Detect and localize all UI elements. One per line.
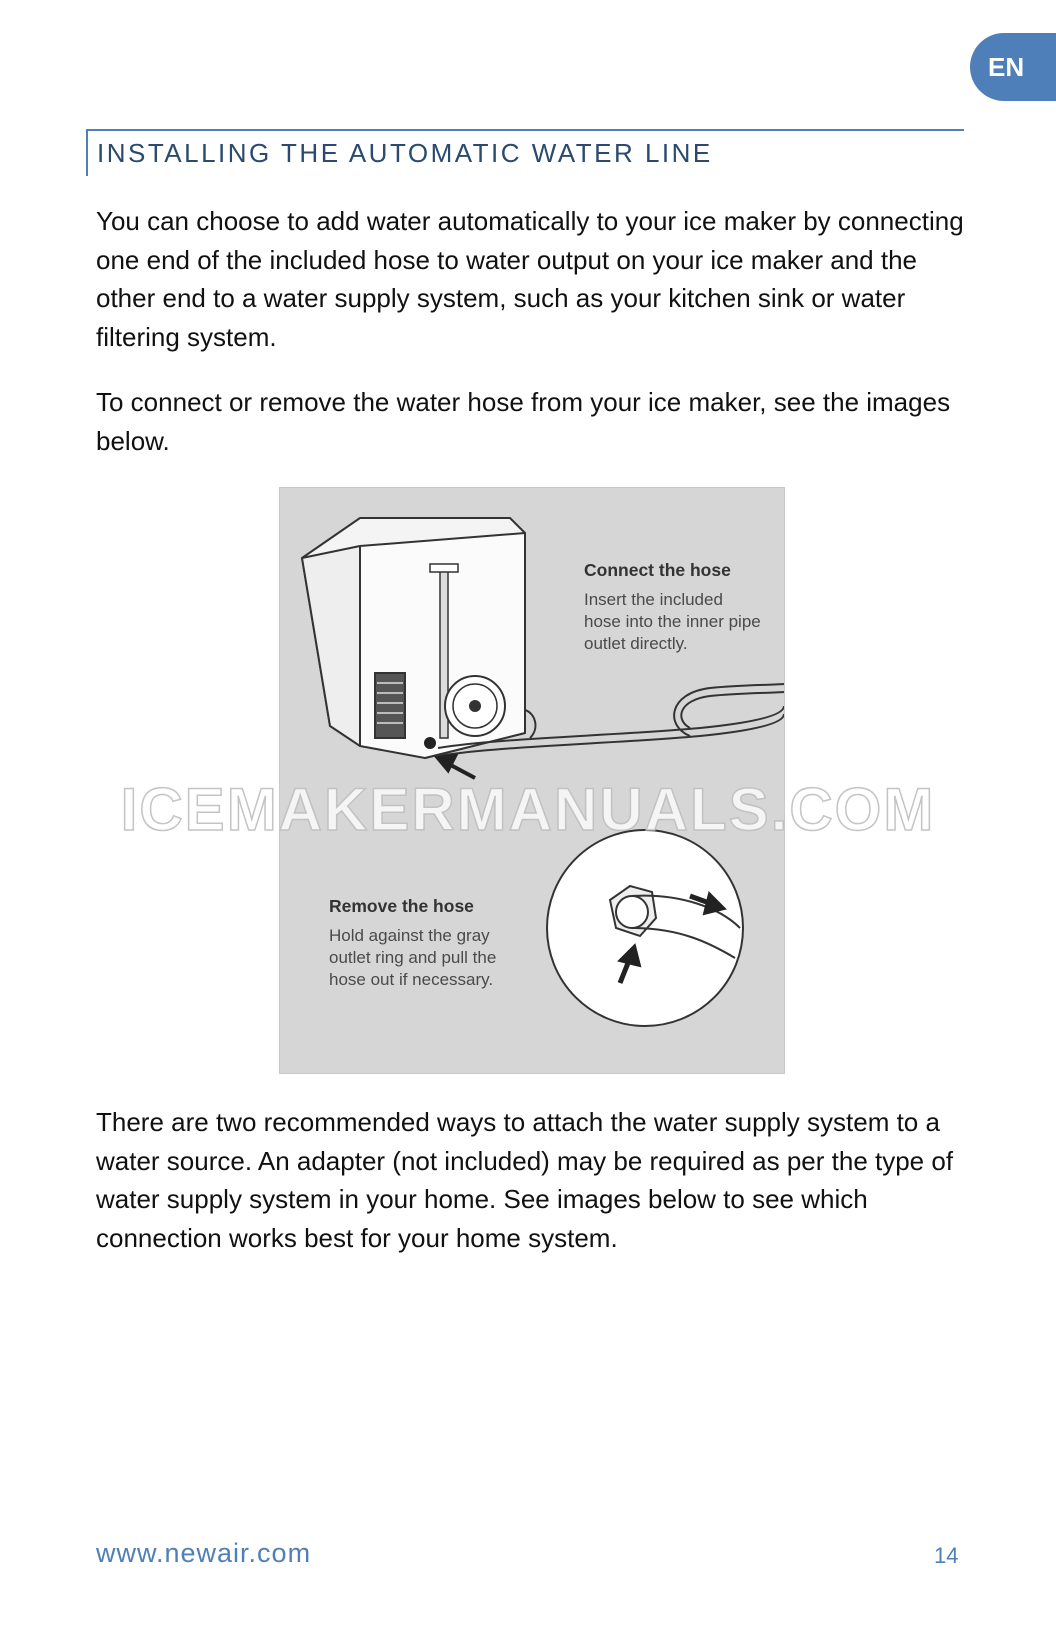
connect-hose-heading: Connect the hose	[584, 560, 731, 580]
section-bar	[86, 129, 88, 176]
footer-url[interactable]: www.newair.com	[96, 1538, 312, 1568]
remove-hose-text: Hold against the gray outlet ring and pull the hose out if necessary.	[329, 926, 497, 989]
intro-paragraph: You can choose to add water automatically to your ice maker by connecting one end of the included hose to water output on your ice maker and the other end to a water supply system, such as your kitchen sink or water filtering system.	[96, 206, 964, 352]
language-badge: EN	[970, 33, 1056, 101]
watermark: ICEMAKERMANUALS.COM	[120, 776, 936, 843]
connect-hose-text: Insert the included hose into the inner pipe outlet directly.	[584, 590, 761, 653]
section-title: INSTALLING THE AUTOMATIC WATER LINE	[97, 138, 713, 168]
page-number: 14	[934, 1543, 959, 1568]
section-rule	[86, 129, 964, 131]
images-reference-paragraph: To connect or remove the water hose from your ice maker, see the images below.	[96, 387, 951, 456]
remove-hose-heading: Remove the hose	[329, 896, 474, 916]
water-source-paragraph: There are two recommended ways to attach the water supply system to a water source. An adapter (not included) may be required as per the type of water supply system in your home. See images below to see which connection works best for your home system.	[96, 1107, 954, 1253]
